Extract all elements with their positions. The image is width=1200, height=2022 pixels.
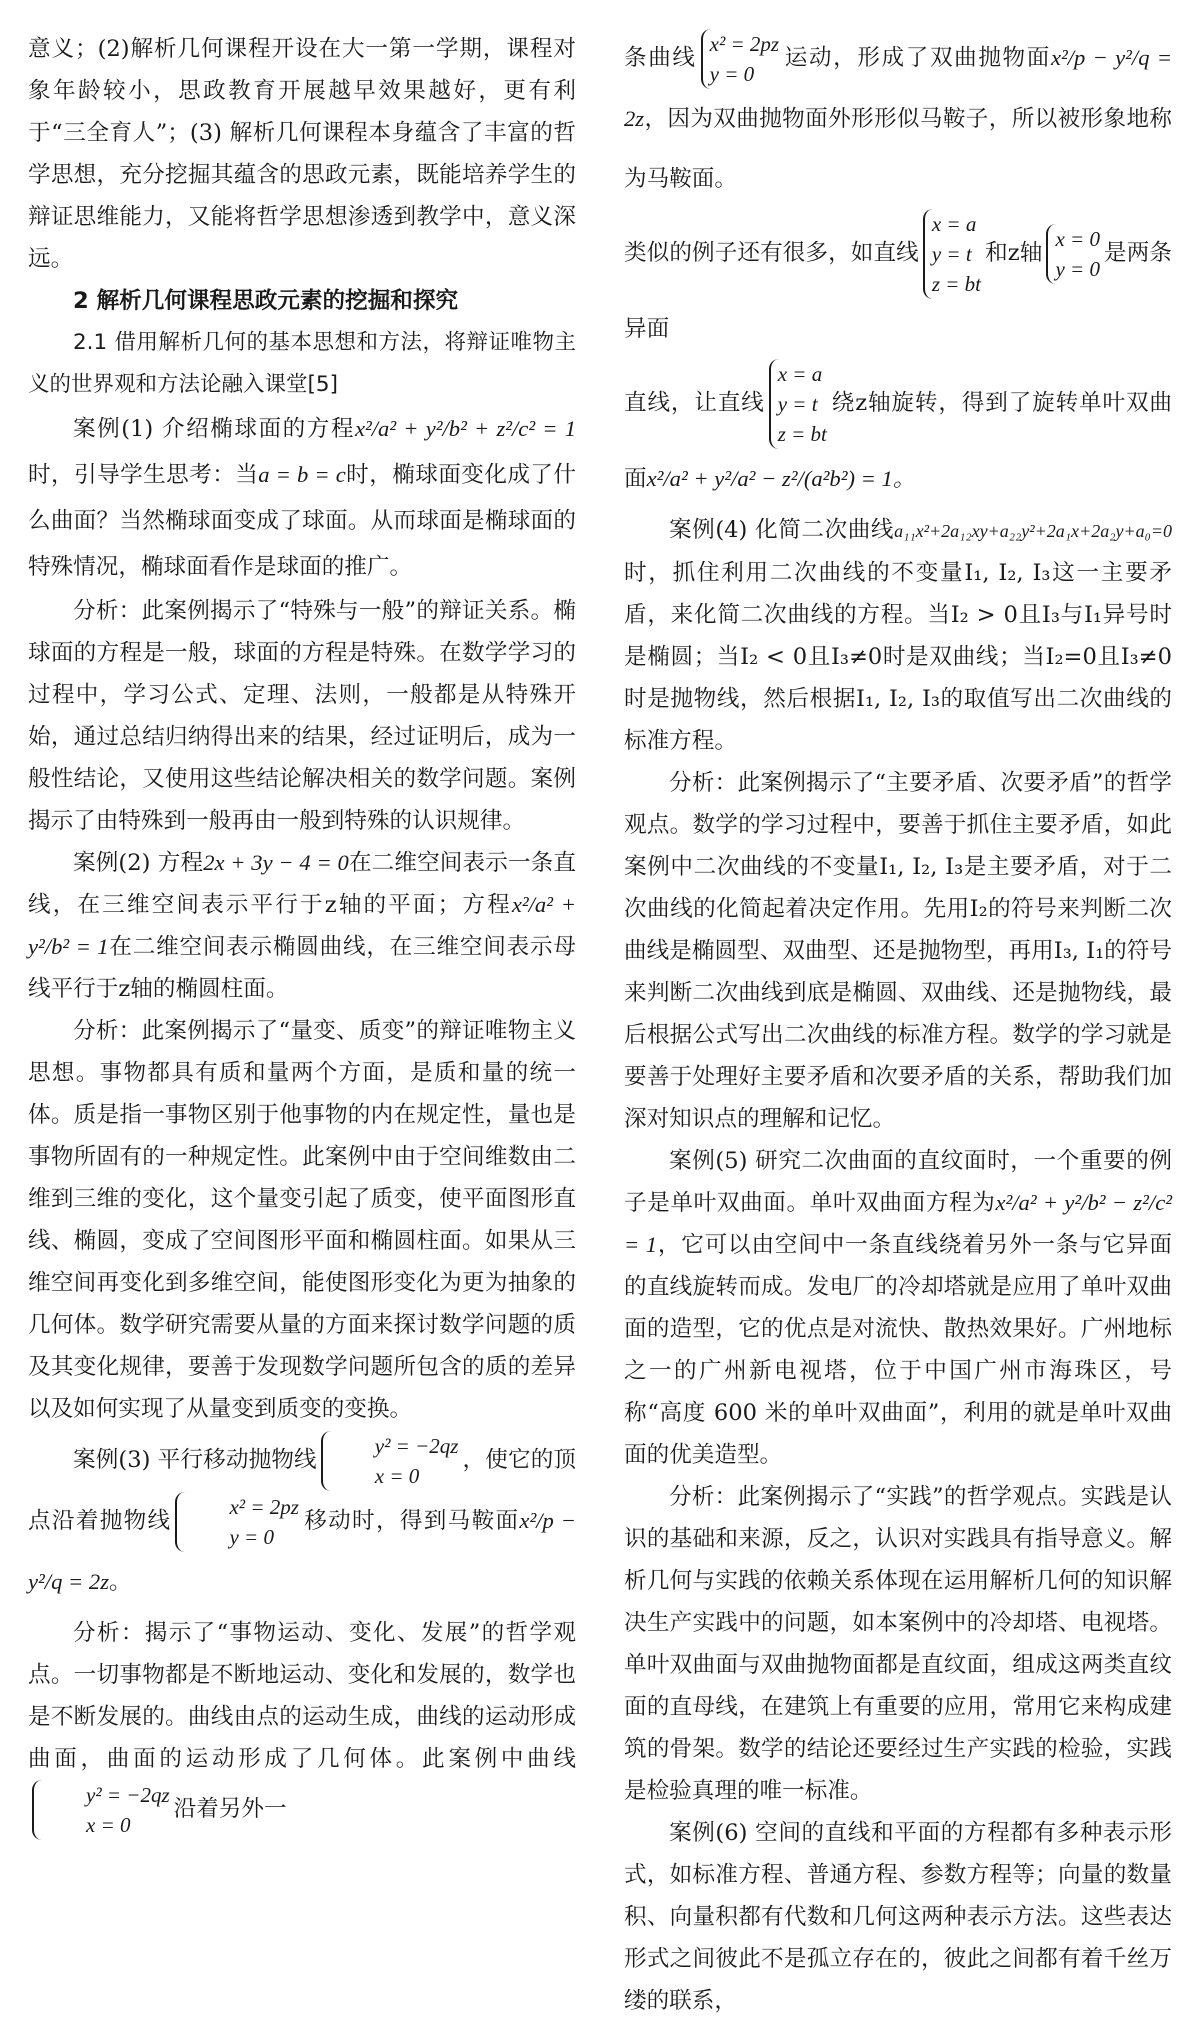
case-5 (624, 1140, 1172, 1476)
case-1-text-b: 时，引导学生思考：当 (28, 462, 259, 488)
case-3 (28, 1430, 576, 1612)
parabola-system-3 (32, 1780, 170, 1840)
r1-text-a: 条曲线 (624, 45, 697, 71)
sys-row: x = 0 (374, 1464, 420, 1488)
sys-row: z = bt (931, 272, 982, 296)
r1-text-b: 运动，形成了双曲抛物面 (783, 45, 1051, 71)
paragraph-intro: 意义；(2)解析几何课程开设在大一第一学期，课程对象年龄较小，思政教育开展越早效果越好，更有利于“三全育人”；(3) 解析几何课程本身蕴含了丰富的哲学思想，充分挖掘其蕴含的思政元素，既能培养学生的辩证思维能力，又能将哲学思想渗透到教学中，意义深远。 (28, 36, 576, 272)
case-6: 案例(6) 空间的直线和平面的方程都有多种表示形式，如标准方程、普通方程、参数方程等；向量的数量积、向量积都有代数和几何这两种表示方法。这些表达形式之间彼此不是孤立存在的，彼此之间都有着千丝万缕的联系， (624, 1820, 1172, 2014)
case-1-text-c: 时，椭球面变化成了什么曲面？当然椭球面变成了球面。从而球面是椭球面的特殊情况，椭球面看作是球面的推广。 (28, 462, 577, 580)
analysis-3-text-b: 沿着另外一 (173, 1796, 287, 1822)
sys-row: x = a (777, 362, 823, 386)
sys-row: x = 0 (86, 1813, 131, 1837)
case-4-text-a: 案例(4) 化简二次曲线 (669, 517, 895, 543)
sys-row: y = 0 (229, 1525, 274, 1549)
line-system-1 (923, 209, 981, 299)
r3-text-b: 绕z轴旋转，得到了旋转单叶双曲面 (624, 390, 1173, 492)
sys-row: y = t (931, 242, 972, 266)
parabola-system-1 (321, 1431, 459, 1491)
case-1 (28, 406, 576, 590)
paragraph-rotation (624, 359, 1172, 509)
case-2 (28, 842, 576, 1010)
zaxis-system (1046, 224, 1100, 284)
sys-row: y = t (777, 392, 818, 416)
subsection-heading: 2.1 借用解析几何的基本思想和方法，将辩证唯物主义的世界观和方法论融入课堂[5] (28, 330, 576, 397)
r2-text-b: 和z轴 (985, 240, 1043, 266)
conic-equation: a₁₁x²+2a₁₂xy+a₂₂y²+2a₁x+2a₂y+a₀=0 (894, 521, 1172, 541)
case-3-text-d: 。 (109, 1569, 132, 1595)
r2-text-c: 是两条异面 (624, 240, 1173, 342)
case-2-text-a: 案例(2) 方程 (73, 850, 204, 876)
sys-row: y² = −2qz (374, 1434, 459, 1458)
analysis-3-text: 分析：揭示了“事物运动、变化、发展”的哲学观点。一切事物都是不断地运动、变化和发展的，数学也是不断发展的。曲线由点的运动生成，曲线的运动形成曲面，曲面的运动形成了几何体。此案例中曲线 (28, 1620, 576, 1772)
abc-condition: a = b = c (258, 462, 346, 487)
analysis-4: 分析：此案例揭示了“主要矛盾、次要矛盾”的哲学观点。数学的学习过程中，要善于抓住主要矛盾，如此案例中二次曲线的不变量I₁, I₂, I₃是主要矛盾，对于二次曲线的化简起着决定作用。先用I₂的符号来判断二次曲线是椭圆型、双曲型、还是抛物型，再用I₃, I₁的符号来判断二次曲线到底是椭圆、双曲线、还是抛物线，最后根据公式写出二次曲线的标准方程。数学的学习就是要善于处理好主要矛盾和次要矛盾的关系，帮助我们加深对知识点的理解和记忆。 (624, 770, 1172, 1132)
r2-text-a: 类似的例子还有很多，如直线 (624, 240, 919, 266)
case-4-text-b: 时，抓住利用二次曲线的不变量I₁, I₂, I₃这一主要矛盾，来化简二次曲线的方程。当I₂ > 0且I₃与I₁异号时是椭圆；当I₂ < 0且I₃≠0时是双曲线；当I₂=0且I₃≠0时是抛物线，然后根据I₁, I₂, I₃的取值写出二次曲线的标准方程。 (624, 560, 1172, 754)
saddle-equation-2: x²/p − y²/q = 2z (624, 45, 1172, 131)
paragraph-skew-lines (624, 209, 1172, 359)
sys-row: x² = 2pz (709, 32, 780, 56)
hyperboloid-equation: x²/a² + y²/b² − z²/c² = 1 (624, 1190, 1172, 1257)
r1-text-c: ，因为双曲抛物面外形形似马鞍子，所以被形象地称为马鞍面。 (624, 106, 1172, 192)
line-equation: 2x + 3y − 4 = 0 (203, 850, 349, 875)
case-2-text-c: 在二维空间表示椭圆曲线，在三维空间表示母线平行于z轴的椭圆柱面。 (28, 934, 576, 1002)
ellipsoid-equation: x²/a² + y²/b² + z²/c² = 1 (354, 416, 577, 441)
case-2-text-b: 在二维空间表示一条直线，在三维空间表示平行于z轴的平面；方程 (28, 850, 576, 918)
r3-text-a: 直线，让直线 (624, 390, 765, 416)
parabola-system-2 (175, 1492, 298, 1552)
line-system-2 (769, 359, 827, 449)
analysis-5: 分析：此案例揭示了“实践”的哲学观点。实践是认识的基础和来源，反之，认识对实践具有指导意义。解析几何与实践的依赖关系体现在运用解析几何的知识解决生产实践中的问题，如本案例中的冷却塔、电视塔。单叶双曲面与双曲抛物面都是直纹面，组成这两类直纹面的直母线，在建筑上有重要的应用，常用它来构成建筑的骨架。数学的结论还要经过生产实践的检验，实践是检验真理的唯一标准。 (624, 1484, 1172, 1804)
case-3-text-c: 移动时，得到马鞍面 (302, 1508, 520, 1534)
ellipse-equation: x²/a² + y²/b² = 1 (28, 892, 577, 959)
sys-row: y = 0 (1055, 257, 1100, 281)
right-column (624, 28, 1172, 2022)
sys-row: x² = 2pz (229, 1495, 299, 1519)
analysis-3 (28, 1612, 576, 1840)
sys-row: z = bt (777, 422, 827, 446)
paragraph-saddle (624, 28, 1172, 209)
case-5-text-b: ，它可以由空间中一条直线绕着另外一条与它异面的直线旋转而成。发电厂的冷却塔就是应用了单叶双曲面的造型，它的优点是对流快、散热效果好。广州地标之一的广州新电视塔，位于中国广州市海珠区，号称“高度 600 米的单叶双曲面”，利用的就是单叶双曲面的优美造型。 (624, 1232, 1172, 1468)
sys-row: x = a (931, 212, 977, 236)
case-4 (624, 509, 1172, 762)
analysis-2: 分析：此案例揭示了“量变、质变”的辩证唯物主义思想。事物都具有质和量两个方面，是质和量的统一体。质是指一事物区别于他事物的内在规定性，量也是事物所固有的一种规定性。此案例中由于空间维数由二维到三维的变化，这个量变引起了质变，使平面图形直线、椭圆，变成了空间图形平面和椭圆柱面。如果从三维空间再变化到多维空间，能使图形变化为更为抽象的几何体。数学研究需要从量的方面来探讨数学问题的质及其变化规律，要善于发现数学问题所包含的质的差异以及如何实现了从量变到质变的变换。 (28, 1018, 576, 1422)
sys-row: y = 0 (709, 62, 755, 86)
left-column (28, 28, 576, 1840)
section-heading: 2 解析几何课程思政元素的挖掘和探究 (73, 288, 459, 314)
analysis-1: 分析：此案例揭示了“特殊与一般”的辩证关系。椭球面的方程是一般，球面的方程是特殊。在数学学习的过程中，学习公式、定理、法则，一般都是从特殊开始，通过总结归纳得出来的结果，经过证明后，成为一般性结论，又使用这些结论解决相关的数学问题。案例揭示了由特殊到一般再由一般到特殊的认识规律。 (28, 598, 576, 834)
rotation-hyperboloid-equation: x²/a² + y²/a² − z²/(a²b²) = 1。 (646, 466, 916, 491)
sys-row: x = 0 (1055, 227, 1100, 251)
parabola-system-4 (701, 29, 779, 89)
case-3-text-a: 案例(3) 平行移动抛物线 (73, 1447, 317, 1473)
saddle-equation: x²/p − y²/q = 2z (28, 1508, 577, 1594)
sys-row: y² = −2qz (86, 1783, 170, 1807)
case-3-text-b: ，使它的顶点沿着抛物线 (28, 1447, 577, 1534)
case-5-text-a: 案例(5) 研究二次曲面的直纹面时，一个重要的例子是单叶双曲面。单叶双曲面方程为 (624, 1148, 1172, 1216)
case-1-text-a: 案例(1) 介绍椭球面的方程 (73, 416, 355, 442)
